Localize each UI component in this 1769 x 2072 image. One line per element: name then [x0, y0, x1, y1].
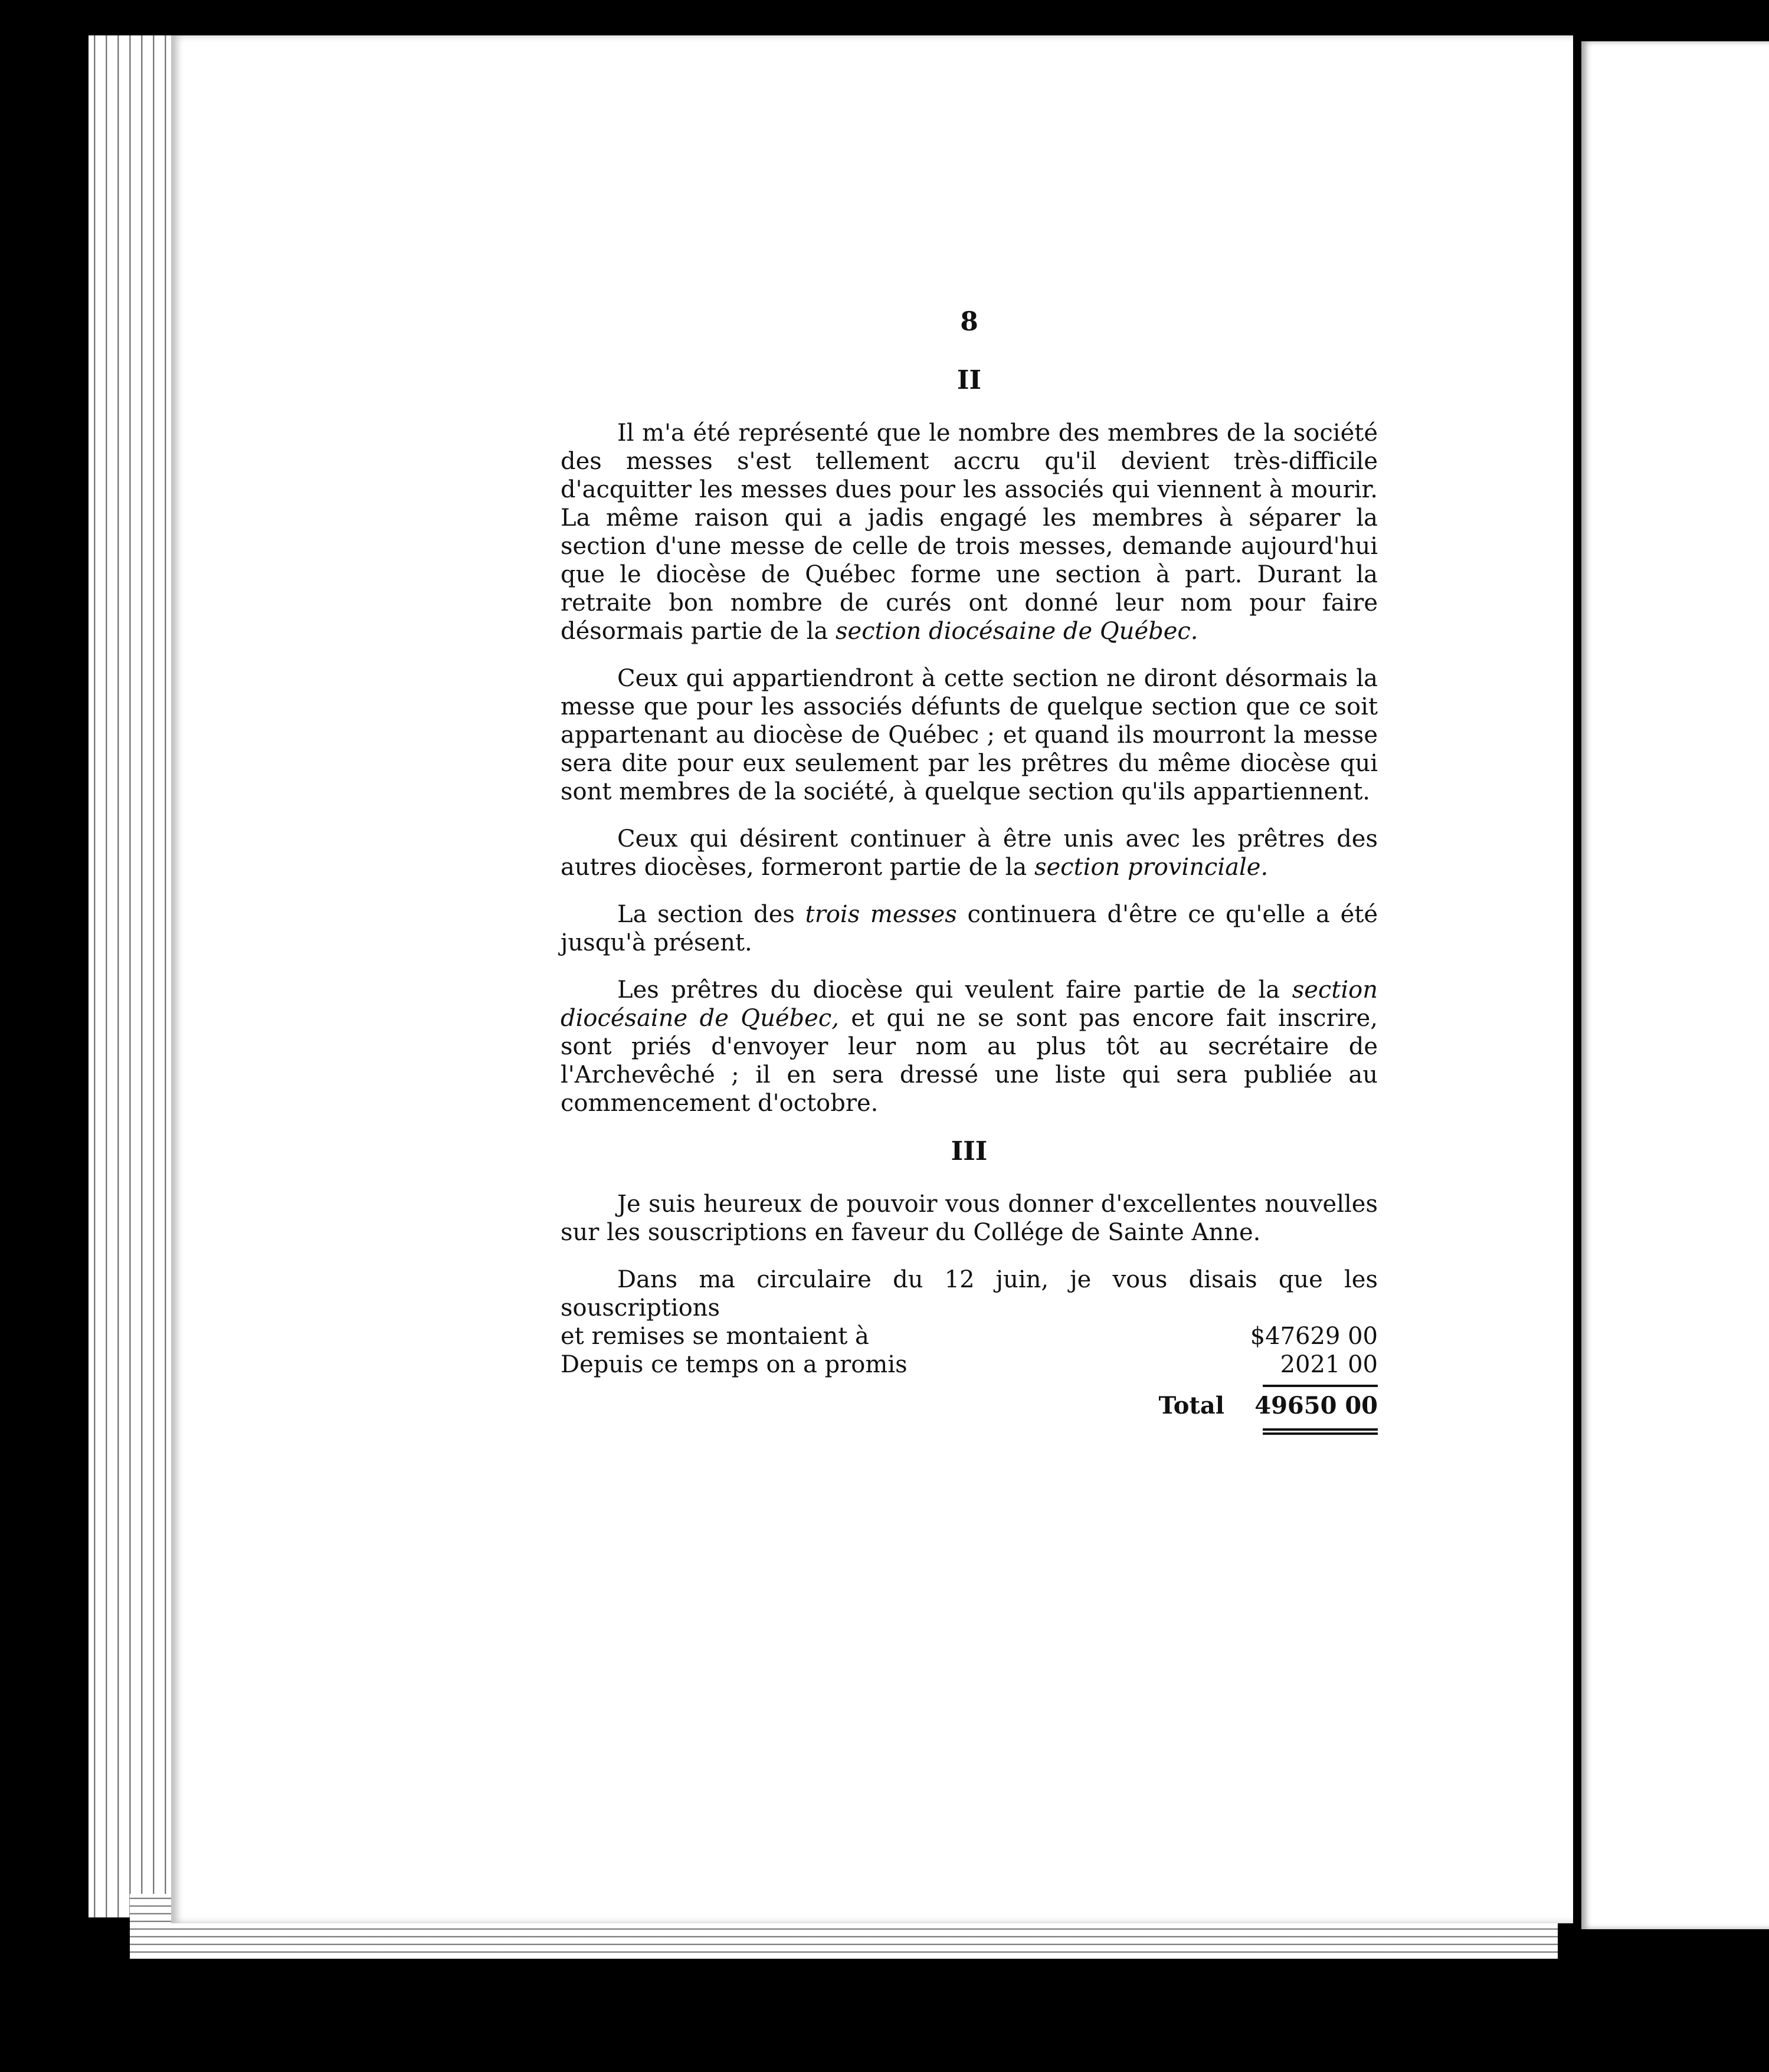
subscription-accounts [561, 1266, 1378, 1435]
sum-rule [1263, 1385, 1378, 1387]
total-label: Total [1158, 1392, 1224, 1419]
book-gutter [1573, 29, 1581, 1941]
paragraph: La section des trois messes continuera d'être ce qu'elle a été jusqu'à présent. [561, 901, 1378, 956]
paragraph: Il m'a été représenté que le nombre des membres de la société des messes s'est tellement accru qu'il devient très-difficile d'acquitter les messes dues pour les associés qui viennent à mourir. La même raison qui a jadis engagé les membres à séparer la section d'une messe de celle de trois messes, demande aujourd'hui que le diocèse de Québec forme une section à part. Durant la retraite bon nombre de curés ont donné leur nom pour faire désormais partie de la section diocésaine de Québec. [561, 419, 1378, 645]
accounts-intro: Dans ma circulaire du 12 juin, je vous disais que les souscriptions [561, 1266, 1378, 1322]
account-amount: $47629 00 [1250, 1323, 1378, 1350]
total-double-rule [1263, 1428, 1378, 1435]
paragraph: Ceux qui désirent continuer à être unis avec les prêtres des autres diocèses, formeront partie de la section provinciale. [561, 825, 1378, 881]
account-amount: 2021 00 [1280, 1351, 1378, 1378]
section-heading-iii: III [951, 1136, 988, 1166]
section-heading-ii: II [956, 365, 982, 395]
total-row [561, 1392, 1378, 1420]
adjacent-page [1581, 41, 1769, 1929]
account-label: Depuis ce temps on a promis [561, 1351, 908, 1378]
page-number: 8 [960, 307, 978, 337]
paragraph: Les prêtres du diocèse qui veulent faire partie de la section diocésaine de Québec, et qui ne se sont pas encore fait inscrire, sont priés d'envoyer leur nom au plus tôt au secrétaire de l'Archevêché ; il en sera dressé une liste qui sera publiée au commencement d'octobre. [561, 976, 1378, 1117]
page-text [561, 307, 1378, 1435]
account-row [561, 1350, 1378, 1379]
paragraph: Je suis heureux de pouvoir vous donner d'excellentes nouvelles sur les souscriptions en faveur du Collége de Sainte Anne. [561, 1191, 1378, 1246]
paragraph: Ceux qui appartiendront à cette section ne diront désormais la messe que pour les associés défunts de quelque section que ce soit appartenant au diocèse de Québec ; et quand ils mourront la messe sera dite pour eux seulement par les prêtres du même diocèse qui sont membres de la société, à quelque section qu'ils appartiennent. [561, 665, 1378, 805]
account-row [561, 1322, 1378, 1350]
total-amount: 49650 00 [1254, 1392, 1378, 1419]
account-label: et remises se montaient à [561, 1323, 869, 1350]
